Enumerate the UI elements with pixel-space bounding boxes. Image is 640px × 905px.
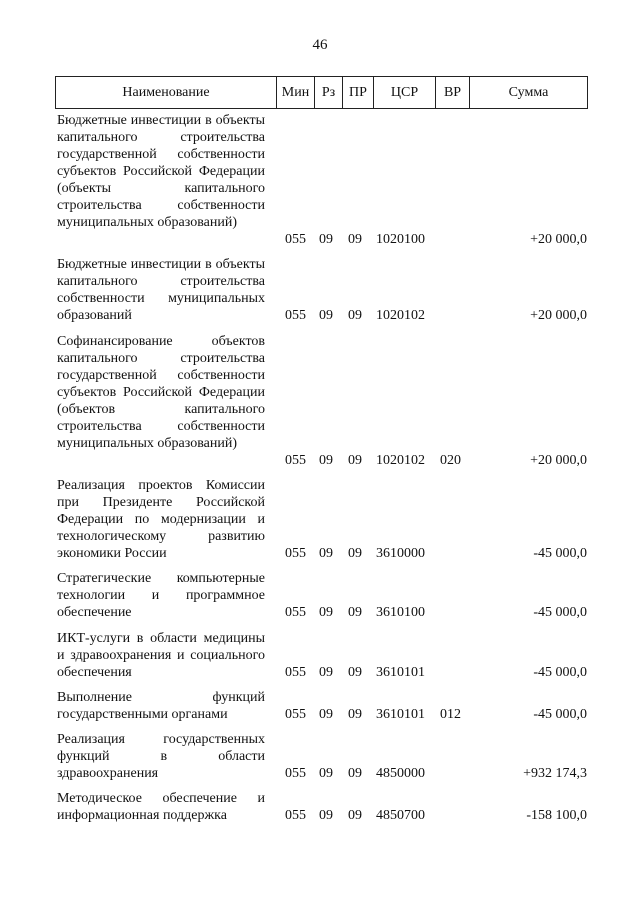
table-header xyxy=(55,76,588,109)
row-vr: 012 xyxy=(440,707,461,722)
row-csr: 1020102 xyxy=(376,308,425,323)
row-rz: 09 xyxy=(319,665,333,680)
row-rz: 09 xyxy=(319,605,333,620)
row-rz: 09 xyxy=(319,707,333,722)
table-row xyxy=(57,333,587,469)
row-sum: -45 000,0 xyxy=(533,707,587,722)
column-header-rz: Рз xyxy=(315,77,343,108)
row-sum: +20 000,0 xyxy=(530,232,587,247)
row-name: Стратегические компьютерные технологии и программное обеспечение xyxy=(57,571,265,620)
row-sum: -45 000,0 xyxy=(533,605,587,620)
table-row xyxy=(57,477,587,562)
column-header-name: Наименование xyxy=(56,77,277,108)
row-name: Софинансирование объектов капитального строительства государственной собственности субъектов Российской Федерации (объектов капитального строительства собственности муниципальных образований) xyxy=(57,334,265,451)
row-pr: 09 xyxy=(348,605,362,620)
table-row xyxy=(57,256,587,324)
column-header-csr: ЦСР xyxy=(374,77,436,108)
table-row xyxy=(57,112,587,248)
row-min: 055 xyxy=(285,605,306,620)
row-csr: 3610000 xyxy=(376,546,425,561)
column-header-vr: ВР xyxy=(436,77,470,108)
row-pr: 09 xyxy=(348,546,362,561)
row-min: 055 xyxy=(285,766,306,781)
row-rz: 09 xyxy=(319,546,333,561)
row-name: ИКТ-услуги в области медицины и здравоохранения и социального обеспечения xyxy=(57,631,265,680)
row-pr: 09 xyxy=(348,808,362,823)
page-number: 46 xyxy=(312,37,328,53)
row-min: 055 xyxy=(285,453,306,468)
row-pr: 09 xyxy=(348,308,362,323)
row-sum: +20 000,0 xyxy=(530,308,587,323)
row-name: Реализация проектов Комиссии при Президенте Российской Федерации по модернизации и технологическому развитию экономики России xyxy=(57,478,265,561)
row-csr: 3610101 xyxy=(376,665,425,680)
row-name: Реализация государственных функций в области здравоохранения xyxy=(57,732,265,781)
row-sum: +932 174,3 xyxy=(523,766,587,781)
row-sum: +20 000,0 xyxy=(530,453,587,468)
table-row xyxy=(57,689,587,723)
row-csr: 1020102 xyxy=(376,453,425,468)
row-min: 055 xyxy=(285,546,306,561)
row-csr: 3610101 xyxy=(376,707,425,722)
row-pr: 09 xyxy=(348,453,362,468)
row-name: Бюджетные инвестиции в объекты капитального строительства собственности муниципальных образований xyxy=(57,257,265,323)
row-sum: -45 000,0 xyxy=(533,665,587,680)
table-row xyxy=(57,731,587,782)
row-pr: 09 xyxy=(348,707,362,722)
row-pr: 09 xyxy=(348,766,362,781)
row-min: 055 xyxy=(285,232,306,247)
row-rz: 09 xyxy=(319,232,333,247)
row-pr: 09 xyxy=(348,665,362,680)
column-header-min: Мин xyxy=(277,77,315,108)
row-rz: 09 xyxy=(319,308,333,323)
table-row xyxy=(57,570,587,621)
row-csr: 3610100 xyxy=(376,605,425,620)
column-header-sum: Сумма xyxy=(508,85,549,100)
row-name: Выполнение функций государственными органами xyxy=(57,690,265,722)
row-csr: 4850000 xyxy=(376,766,425,781)
row-rz: 09 xyxy=(319,808,333,823)
row-min: 055 xyxy=(285,308,306,323)
row-pr: 09 xyxy=(348,232,362,247)
row-sum: -45 000,0 xyxy=(533,546,587,561)
row-min: 055 xyxy=(285,707,306,722)
row-min: 055 xyxy=(285,665,306,680)
table-row xyxy=(57,790,587,824)
column-header-pr: ПР xyxy=(343,77,374,108)
row-min: 055 xyxy=(285,808,306,823)
row-vr: 020 xyxy=(440,453,461,468)
row-name: Методическое обеспечение и информационная поддержка xyxy=(57,791,265,823)
row-rz: 09 xyxy=(319,453,333,468)
row-csr: 1020100 xyxy=(376,232,425,247)
row-sum: -158 100,0 xyxy=(526,808,587,823)
row-csr: 4850700 xyxy=(376,808,425,823)
table-row xyxy=(57,630,587,681)
row-rz: 09 xyxy=(319,766,333,781)
row-name: Бюджетные инвестиции в объекты капитального строительства государственной собственности субъектов Российской Федерации (объекты капитального строительства собственности муниципальных образований) xyxy=(57,113,265,230)
